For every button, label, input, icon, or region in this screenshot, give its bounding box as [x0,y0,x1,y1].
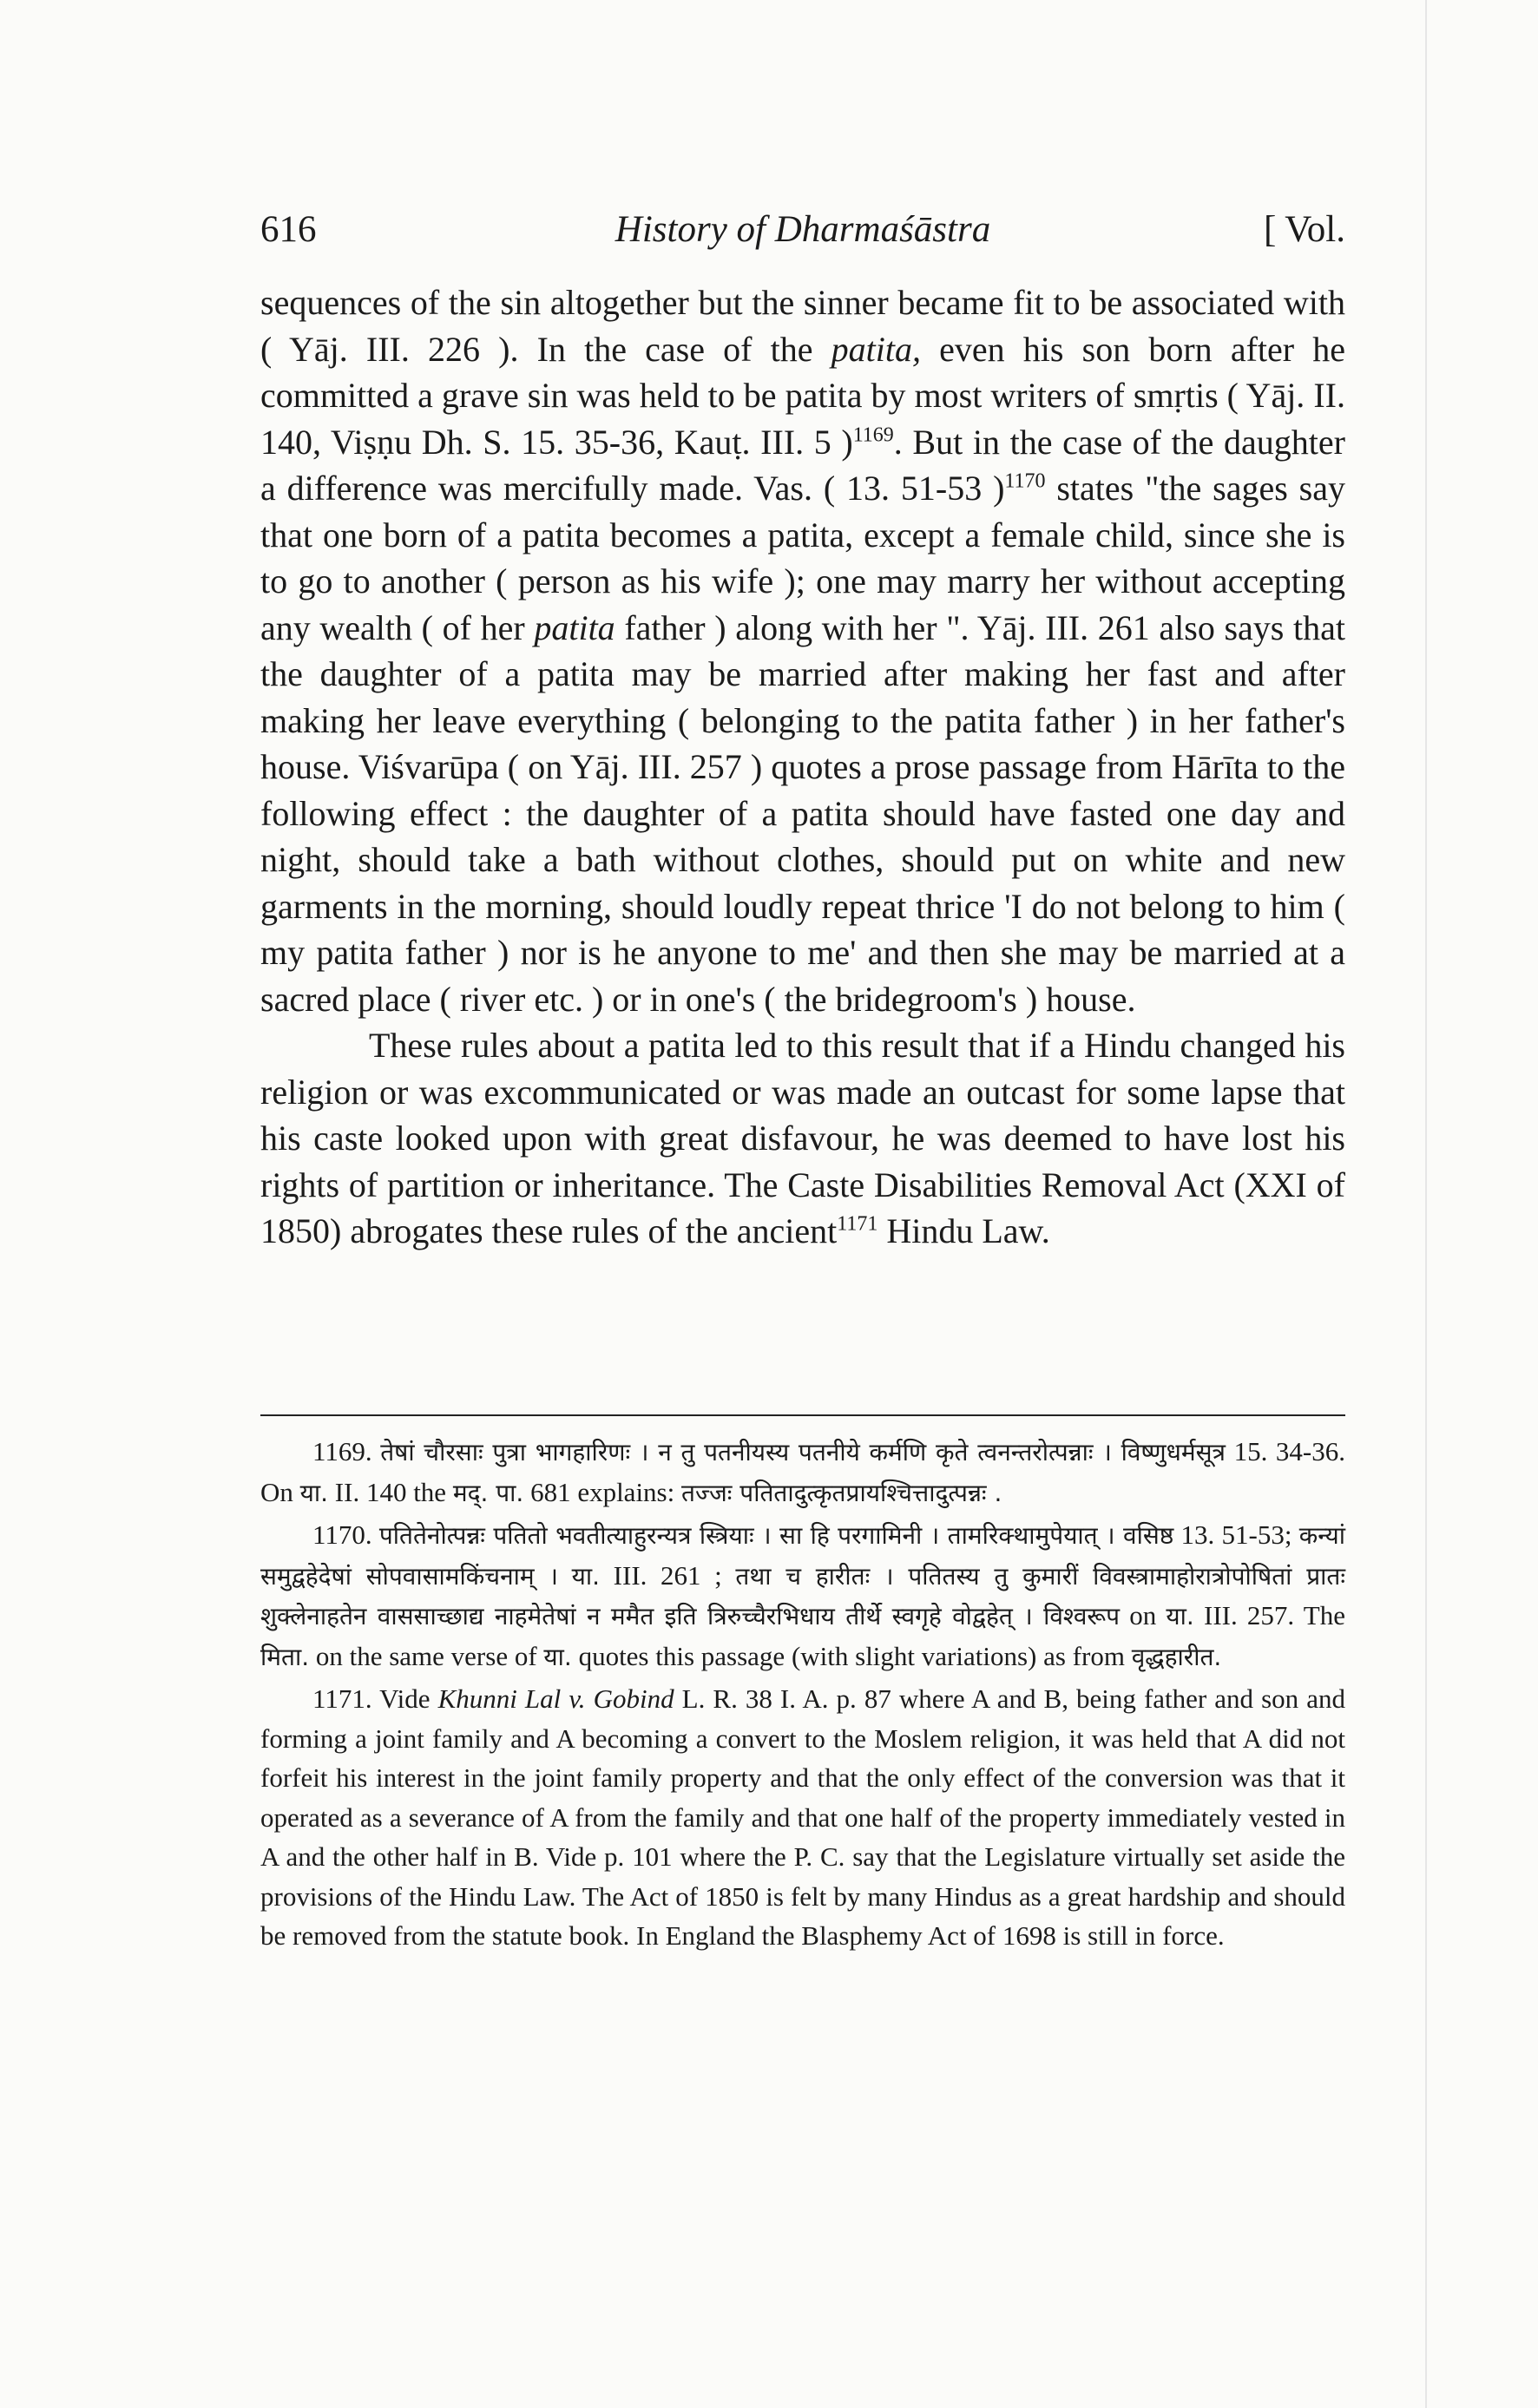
sanskrit-text: कन्यां समुद्वहेदेषां सोपवासामकिंचनाम् । [260,1521,1345,1591]
text-run: Vide [371,1683,438,1714]
running-header [260,208,1345,260]
text-run: III. 261 ; [600,1559,736,1591]
sanskrit-text: तथा च हारीतः । पतितस्य तु कुमारीं विवस्त्रामाहोरात्रोपोषितां प्रातः शुक्लेनाहतेन वाससाच्छाद्य नाहमेतेषां न ममैत इति त्रिरुच्चैरभिधाय तीर्थे स्वगृहे वोद्वहेत् । विश्वरूप [260,1561,1345,1630]
footnote-number: 1169. [312,1436,372,1466]
paragraph-2 [260,1022,1345,1255]
footnote-ref-1171: 1171 [837,1212,878,1236]
sanskrit-text: मद्. पा. [452,1478,524,1507]
sanskrit-text: तज्जः पतितादुत्कृतप्रायश्चित्तादुत्पन्नः . [680,1478,1002,1507]
text-run: on the same verse of [309,1640,544,1671]
text-run: II. 140 the [328,1476,453,1507]
italic-term: patita [534,607,615,647]
text-run: These rules about a patita led to this result that if a Hindu changed his religion or was excommunicated or was made an outcast for some lapse that his caste looked upon with great disfavour, he was deemed to have lost his rights of partition or inheritance. The Caste Disabilities Removal Act (XXI of 1850) abrogates these rules of the ancient [260,1026,1345,1250]
text-run: on [1120,1600,1167,1630]
text-run: Hindu Law. [877,1211,1050,1250]
text-run: states "the sages say that one born of a patita becomes a patita, except a female child, since she is to go to another ( person as his wife ); one may marry her without accepting any wealth ( of her [260,469,1345,647]
sanskrit-text: या. [299,1478,329,1507]
footnote-divider [260,1414,1345,1416]
footnotes [260,1432,1345,1959]
sanskrit-text: या. [543,1642,572,1671]
italic-term: patita, [831,329,921,369]
text-run: . But in the case of the daughter a difference was mercifully made. Vas. ( 13. 51-53 ) [260,422,1345,508]
footnote-ref-1169: 1169 [852,423,894,447]
footnote-number: 1171. [312,1683,372,1714]
sanskrit-text: पतितेनोत्पन्नः पतितो भवतीत्याहुरन्यत्र स्त्रियाः । सा हि परगामिनी । तामरिक्थामुपेयात् । वसिष्ठ [378,1521,1174,1550]
footnote-1171 [260,1679,1345,1956]
text-run [558,1560,572,1591]
text-run: 15. 34-36. On [260,1436,1345,1507]
page-number: 616 [260,209,317,250]
main-text [260,279,1345,1255]
footnote-ref-1170: 1170 [1004,469,1046,493]
text-run: III. 257. The [1193,1600,1345,1630]
sanskrit-text: वृद्धहारीत. [1131,1642,1222,1671]
footnote-1169 [260,1432,1345,1512]
footnote-number: 1170. [312,1519,372,1550]
sanskrit-text: तेषां चौरसाः पुत्रा भागहारिणः । न तु पतनीयस्य पतनीये कर्मणि कृते त्वनन्तरोत्पन्नाः । विष्णुधर्मसूत्र [380,1438,1226,1466]
text-run: sequences of the sin altogether but the sinner became fit to be associated with ( Yāj. III. 226 ). In the case of the [260,283,1345,369]
text-run: father ) along with her ". Yāj. III. 261 also says that the daughter of a patita may be married after making her fast and after making her leave everything ( belonging to the patita father ) in her father's house. Viśvarūpa ( on Yāj. III. 257 ) quotes a prose passage from Hārīta to the following effect : the daughter of a patita should have fasted one day and night, should take a bath without clothes, should put on white and new garments in the morning, should loudly repeat thrice 'I do not belong to him ( my patita father ) nor is he anyone to me' and then she may be married at a sacred place ( river etc. ) or in one's ( the bridegroom's ) house. [260,607,1345,1019]
text-run: 13. 51-53; [1173,1519,1299,1550]
volume-label: [ Vol. [1264,209,1345,250]
text-run: 681 explains: [523,1476,681,1507]
sanskrit-text: या. [1166,1602,1194,1630]
text-run: even his son born after he committed a grave sin was held to be patita by most writers of smṛtis ( Yāj. II. 140, Viṣṇu Dh. S. 15. 35-36, Kauṭ. III. 5 ) [260,329,1346,462]
text-run: quotes this passage (with slight variations) as from [571,1640,1132,1671]
running-title: History of Dharmaśāstra [615,209,991,250]
case-name: Khunni Lal v. Gobind [437,1683,674,1714]
sanskrit-text: मिता. [260,1642,310,1671]
scan-edge-line [1425,0,1427,2408]
text-run: L. R. 38 I. A. p. 87 where A and B, being father and son and forming a joint family and A becoming a convert to the Moslem religion, it was held that A did not forfeit his interest in the joint family property and that the only effect of the conversion was that it operated as a severance of A from the family and that one half of the property immediately vested in A and the other half in B. Vide p. 101 where the P. C. say that the Legislature virtually set aside the provisions of the Hindu Law. The Act of 1850 is felt by many Hindus as a great hardship and should be removed from the statute book. In England the Blasphemy Act of 1698 is still in force. [260,1683,1345,1951]
paragraph-1 [260,279,1345,1022]
sanskrit-text: या. [571,1561,601,1591]
footnote-1170 [260,1515,1345,1676]
